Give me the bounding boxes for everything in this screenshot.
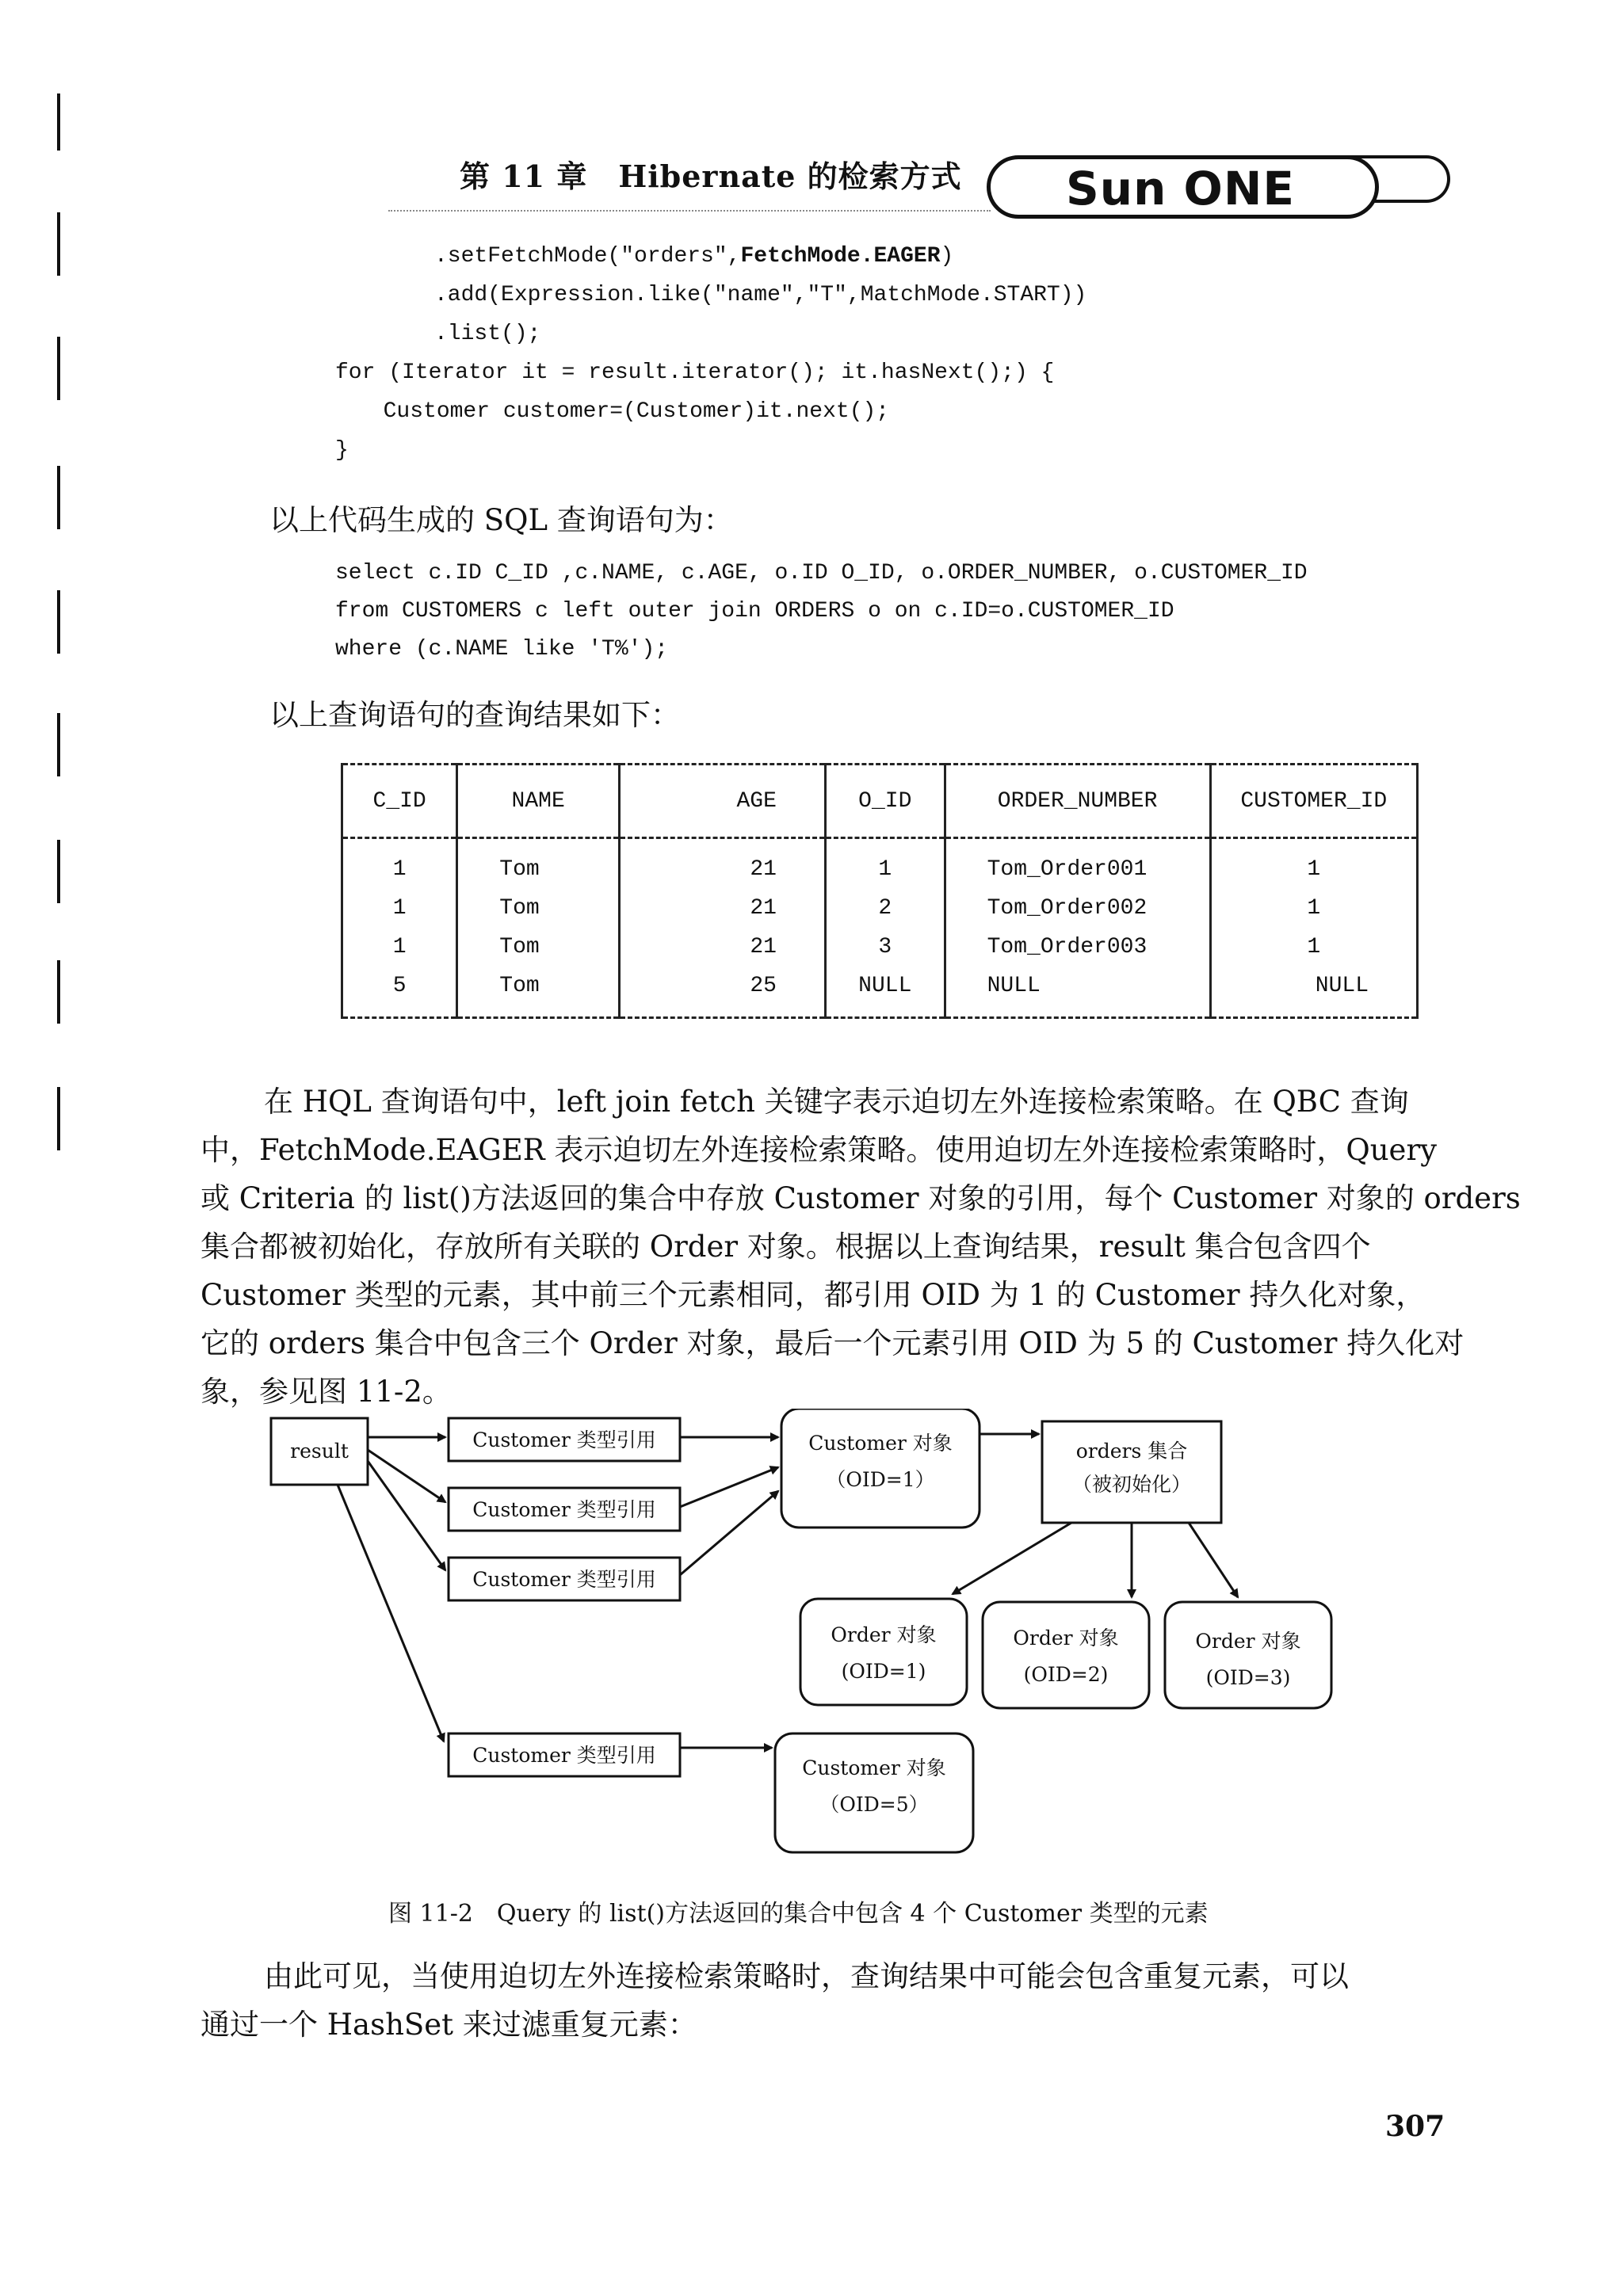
table-cell: Tom_Order003 [945, 928, 1210, 967]
table-cell: Tom [457, 928, 620, 967]
margin-bar [57, 212, 60, 276]
table-cell: 25 [620, 967, 826, 1018]
margin-bar [57, 466, 60, 529]
table-cell: Tom_Order002 [945, 889, 1210, 928]
paragraph-line: 它的 orders 集合中包含三个 Order 对象，最后一个元素引用 OID 为 5 的 Customer 持久化对 [200, 1326, 1465, 1360]
code-line: for (Iterator it = result.iterator(); it.hasNext();) { [335, 360, 1055, 385]
order2-label: Order 对象 [1013, 1627, 1119, 1650]
order-object-3 [1165, 1602, 1331, 1708]
paragraph-line: Customer 类型的元素，其中前三个元素相同，都引用 OID 为 1 的 Customer 持久化对象， [200, 1278, 1426, 1312]
table-cell: 1 [1210, 889, 1417, 928]
code-line: Customer customer=(Customer)it.next(); [357, 399, 890, 424]
sql-line: from CUSTOMERS c left outer join ORDERS o on c.ID=o.CUSTOMER_ID [335, 599, 1174, 624]
column-header: CUSTOMER_ID [1210, 765, 1417, 838]
order2-oid: (OID=2) [1023, 1663, 1109, 1686]
margin-bar [57, 337, 60, 400]
margin-bar [57, 713, 60, 776]
table-cell: 21 [620, 838, 826, 890]
table-cell: 1 [1210, 838, 1417, 890]
column-header: ORDER_NUMBER [945, 765, 1210, 838]
margin-bar [57, 590, 60, 654]
table-cell: 21 [620, 928, 826, 967]
order3-oid: (OID=3) [1205, 1666, 1291, 1689]
arrow [338, 1485, 444, 1741]
order-object-2 [983, 1602, 1149, 1708]
brand-logo-text: Sun ONE [1066, 162, 1296, 215]
paragraph-line: 中，FetchMode.EAGER 表示迫切左外连接检索策略。使用迫切左外连接检索策略时，Query [200, 1133, 1438, 1167]
ref-label: Customer 类型引用 [472, 1744, 656, 1767]
table-row [342, 889, 1418, 928]
table-cell: 21 [620, 889, 826, 928]
code-bold-fragment: FetchMode.EAGER [740, 244, 941, 269]
column-header: O_ID [825, 765, 945, 838]
table-cell: 2 [825, 889, 945, 928]
table-cell: Tom_Order001 [945, 838, 1210, 890]
chapter-header: 第 11 章 Hibernate 的检索方式 [460, 158, 962, 194]
code-line: .add(Expression.like("name","T",MatchMode.START)) [434, 283, 1087, 307]
body-paragraph [200, 1077, 1521, 1416]
paragraph-line: 象，参见图 11-2。 [200, 1375, 452, 1409]
order3-label: Order 对象 [1195, 1630, 1301, 1653]
customer1-label: Customer 对象 [808, 1432, 953, 1455]
table-header-row [342, 765, 1418, 838]
table-cell: 1 [342, 889, 457, 928]
column-header: C_ID [342, 765, 457, 838]
customer1-oid: （OID=1） [826, 1468, 935, 1491]
table-cell: 1 [825, 838, 945, 890]
orders-set-label: orders 集合 [1075, 1440, 1188, 1463]
orders-set-sub: （被初始化） [1071, 1473, 1192, 1496]
paragraph-line: 集合都被初始化，存放所有关联的 Order 对象。根据以上查询结果，result 集合包含四个 [200, 1230, 1371, 1264]
object-reference-diagram [262, 1409, 1371, 1860]
table-row [342, 838, 1418, 890]
code-line: .list(); [434, 322, 541, 346]
arrow [680, 1491, 778, 1575]
query-result-table [341, 763, 1419, 1019]
arrow [953, 1523, 1071, 1594]
arrow [1189, 1523, 1238, 1597]
customer5-oid: （OID=5） [819, 1793, 929, 1816]
table-cell: Tom [457, 838, 620, 890]
figure-caption: 图 11-2 Query 的 list()方法返回的集合中包含 4 个 Customer 类型的元素 [388, 1900, 1209, 1928]
arrow [680, 1467, 778, 1507]
table-cell: Tom [457, 967, 620, 1018]
table-cell: 1 [342, 838, 457, 890]
order1-label: Order 对象 [831, 1623, 937, 1646]
table-cell: 1 [1210, 928, 1417, 967]
table-row [342, 928, 1418, 967]
result-label: result [290, 1440, 349, 1463]
table-cell: NULL [825, 967, 945, 1018]
margin-bar [57, 960, 60, 1024]
ref-label: Customer 类型引用 [472, 1568, 656, 1591]
ref-label: Customer 类型引用 [472, 1428, 656, 1451]
table-row [342, 967, 1418, 1018]
sql-line: select c.ID C_ID ,c.NAME, c.AGE, o.ID O_ID, o.ORDER_NUMBER, o.CUSTOMER_ID [335, 561, 1308, 585]
margin-bar [57, 93, 60, 151]
order1-oid: (OID=1) [841, 1660, 926, 1683]
margin-bar [57, 1087, 60, 1150]
intro-sql-text: 以上代码生成的 SQL 查询语句为： [269, 503, 733, 537]
code-line: .setFetchMode("orders",FetchMode.EAGER) [434, 244, 954, 269]
order-object-1 [800, 1599, 967, 1705]
orders-set-box [1042, 1421, 1221, 1523]
table-cell: 5 [342, 967, 457, 1018]
paragraph-line: 在 HQL 查询语句中，left join fetch 关键字表示迫切左外连接检索策略。在 QBC 查询 [264, 1085, 1409, 1119]
intro-result-text: 以上查询语句的查询结果如下： [269, 698, 680, 732]
margin-bar [57, 840, 60, 903]
column-header: NAME [457, 765, 620, 838]
body-paragraph [200, 1952, 1445, 2049]
column-header: AGE [620, 765, 826, 838]
paragraph-line: 或 Criteria 的 list()方法返回的集合中存放 Customer 对象的引用，每个 Customer 对象的 orders [200, 1181, 1521, 1215]
customer5-label: Customer 对象 [802, 1756, 946, 1779]
table-cell: 3 [825, 928, 945, 967]
paragraph-line: 通过一个 HashSet 来过滤重复元素： [200, 2008, 697, 2042]
sql-line: where (c.NAME like 'T%'); [335, 637, 669, 662]
table-cell: Tom [457, 889, 620, 928]
header-rule [388, 210, 991, 213]
paragraph-line: 由此可见，当使用迫切左外连接检索策略时，查询结果中可能会包含重复元素，可以 [264, 1959, 1349, 1993]
table-cell: NULL [945, 967, 1210, 1018]
page-number: 307 [1385, 2110, 1445, 2143]
code-line: } [335, 438, 349, 463]
ref-label: Customer 类型引用 [472, 1498, 656, 1521]
table-cell: 1 [342, 928, 457, 967]
table-cell: NULL [1210, 967, 1417, 1018]
